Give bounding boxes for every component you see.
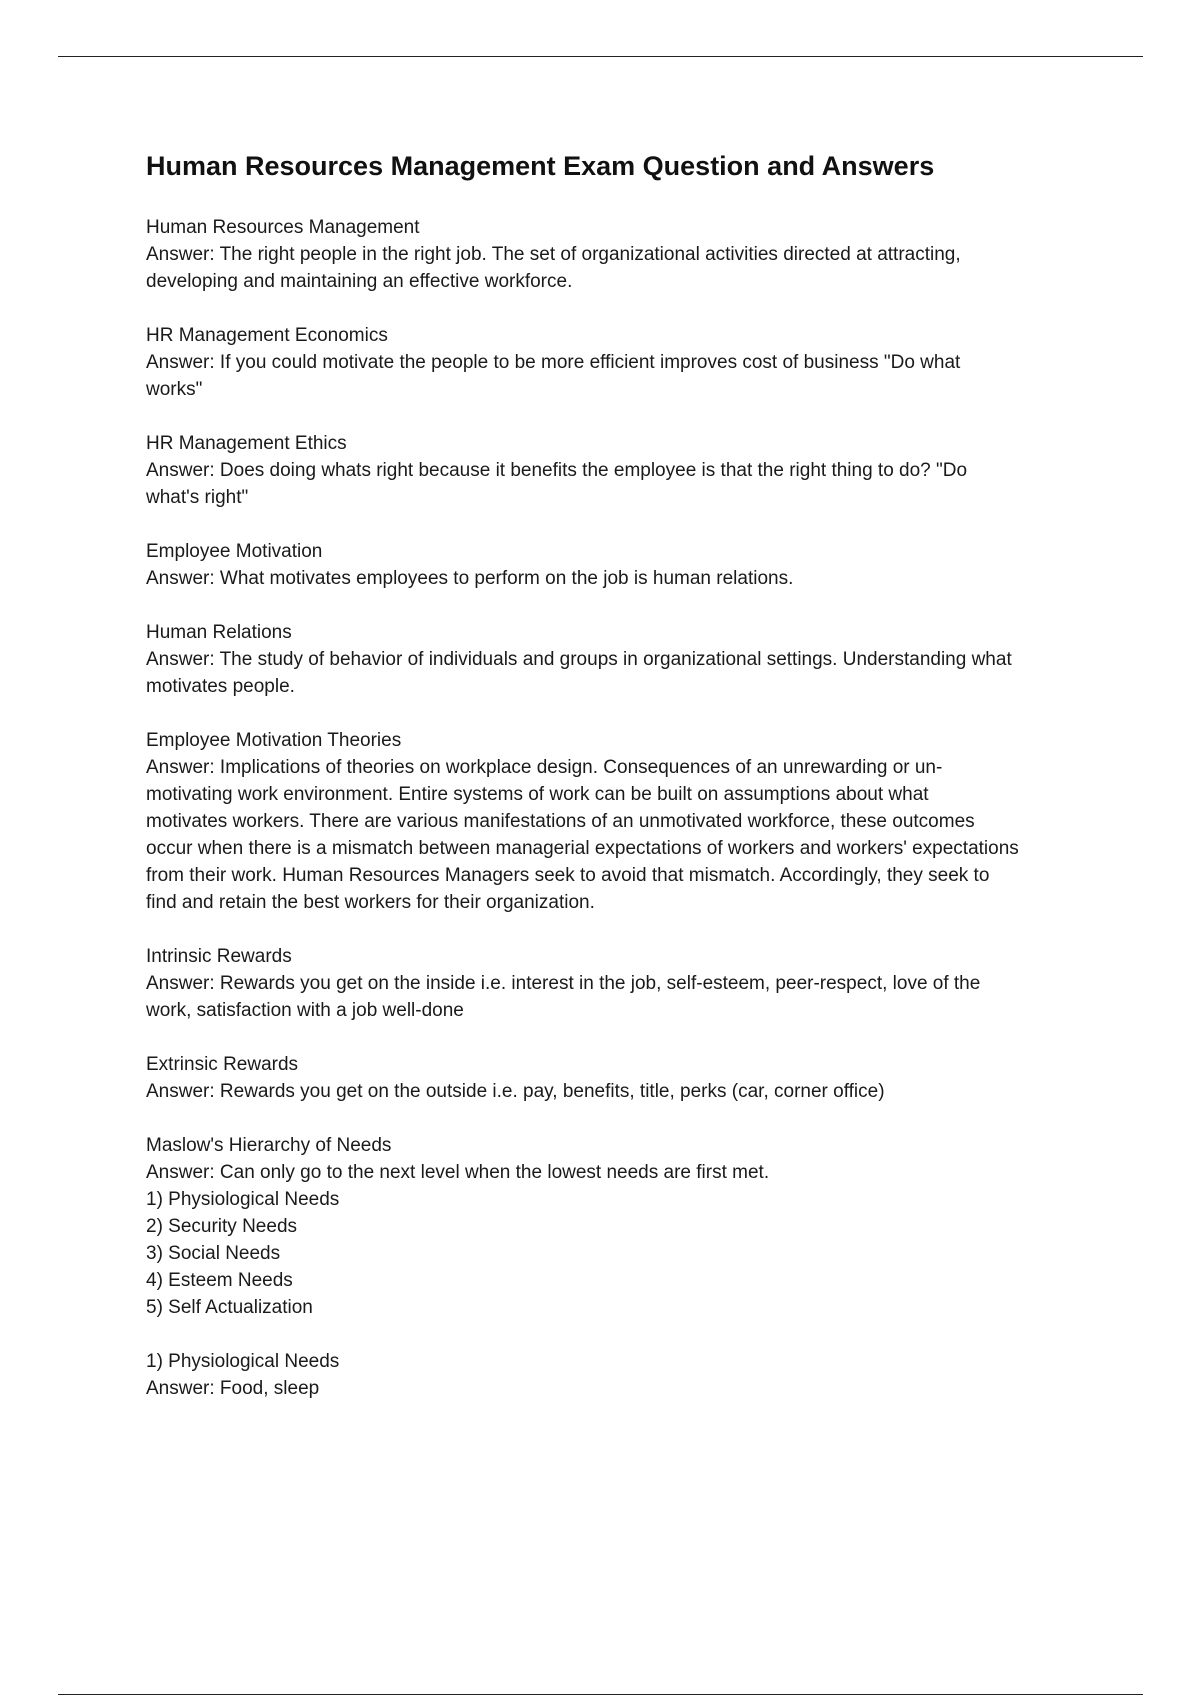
answer-line: motivating work environment. Entire systems of work can be built on assumptions about what <box>146 784 929 805</box>
qa-entry <box>146 214 1096 295</box>
answer-line: 1) Physiological Needs <box>146 1189 340 1210</box>
question-term: HR Management Ethics <box>146 433 347 454</box>
answer-line: Answer: Rewards you get on the outside i.e. pay, benefits, title, perks (car, corner office) <box>146 1081 885 1102</box>
qa-entry <box>146 727 1096 916</box>
answer-line: motivates people. <box>146 676 295 697</box>
qa-entry <box>146 943 1096 1024</box>
answer-line: work, satisfaction with a job well-done <box>146 1000 464 1021</box>
question-term: Extrinsic Rewards <box>146 1054 299 1075</box>
document-body <box>146 148 1096 1429</box>
qa-list <box>146 214 1096 1402</box>
qa-entry <box>146 1051 1096 1105</box>
answer-line: Answer: Implications of theories on workplace design. Consequences of an unrewarding or un- <box>146 757 943 778</box>
answer-line: occur when there is a mismatch between managerial expectations of workers and workers' expectations <box>146 838 1019 859</box>
question-term: Human Resources Management <box>146 217 420 238</box>
answer-line: Answer: Can only go to the next level when the lowest needs are first met. <box>146 1162 770 1183</box>
answer-line: motivates workers. There are various manifestations of an unmotivated workforce, these outcomes <box>146 811 975 832</box>
answer-line: find and retain the best workers for their organization. <box>146 892 595 913</box>
answer-line: Answer: Does doing whats right because it benefits the employee is that the right thing to do? "Do <box>146 460 968 481</box>
question-term: HR Management Economics <box>146 325 388 346</box>
answer-line: works" <box>146 379 203 400</box>
answer-line: 2) Security Needs <box>146 1216 298 1237</box>
question-term: Employee Motivation Theories <box>146 730 402 751</box>
qa-entry <box>146 322 1096 403</box>
answer-line: Answer: The study of behavior of individuals and groups in organizational settings. Understanding what <box>146 649 1012 670</box>
answer-line: Answer: If you could motivate the people to be more efficient improves cost of business "Do what <box>146 352 961 373</box>
qa-entry <box>146 430 1096 511</box>
question-term: 1) Physiological Needs <box>146 1351 340 1372</box>
answer-line: 4) Esteem Needs <box>146 1270 293 1291</box>
header-rule <box>58 56 1143 57</box>
answer-line: from their work. Human Resources Managers seek to avoid that mismatch. Accordingly, they seek to <box>146 865 990 886</box>
qa-entry <box>146 1348 1096 1402</box>
footer-rule <box>58 1694 1143 1695</box>
answer-line: developing and maintaining an effective workforce. <box>146 271 573 292</box>
qa-entry <box>146 1132 1096 1321</box>
document-title: Human Resources Management Exam Question and Answers <box>146 151 935 181</box>
answer-line: Answer: Food, sleep <box>146 1378 320 1399</box>
question-term: Human Relations <box>146 622 292 643</box>
question-term: Intrinsic Rewards <box>146 946 292 967</box>
question-term: Maslow's Hierarchy of Needs <box>146 1135 392 1156</box>
qa-entry <box>146 619 1096 700</box>
question-term: Employee Motivation <box>146 541 323 562</box>
qa-entry <box>146 538 1096 592</box>
answer-line: 3) Social Needs <box>146 1243 281 1264</box>
answer-line: Answer: The right people in the right job. The set of organizational activities directed at attracting, <box>146 244 961 265</box>
answer-line: Answer: What motivates employees to perform on the job is human relations. <box>146 568 794 589</box>
answer-line: 5) Self Actualization <box>146 1297 313 1318</box>
answer-line: what's right" <box>146 487 249 508</box>
answer-line: Answer: Rewards you get on the inside i.e. interest in the job, self-esteem, peer-respect, love of the <box>146 973 981 994</box>
